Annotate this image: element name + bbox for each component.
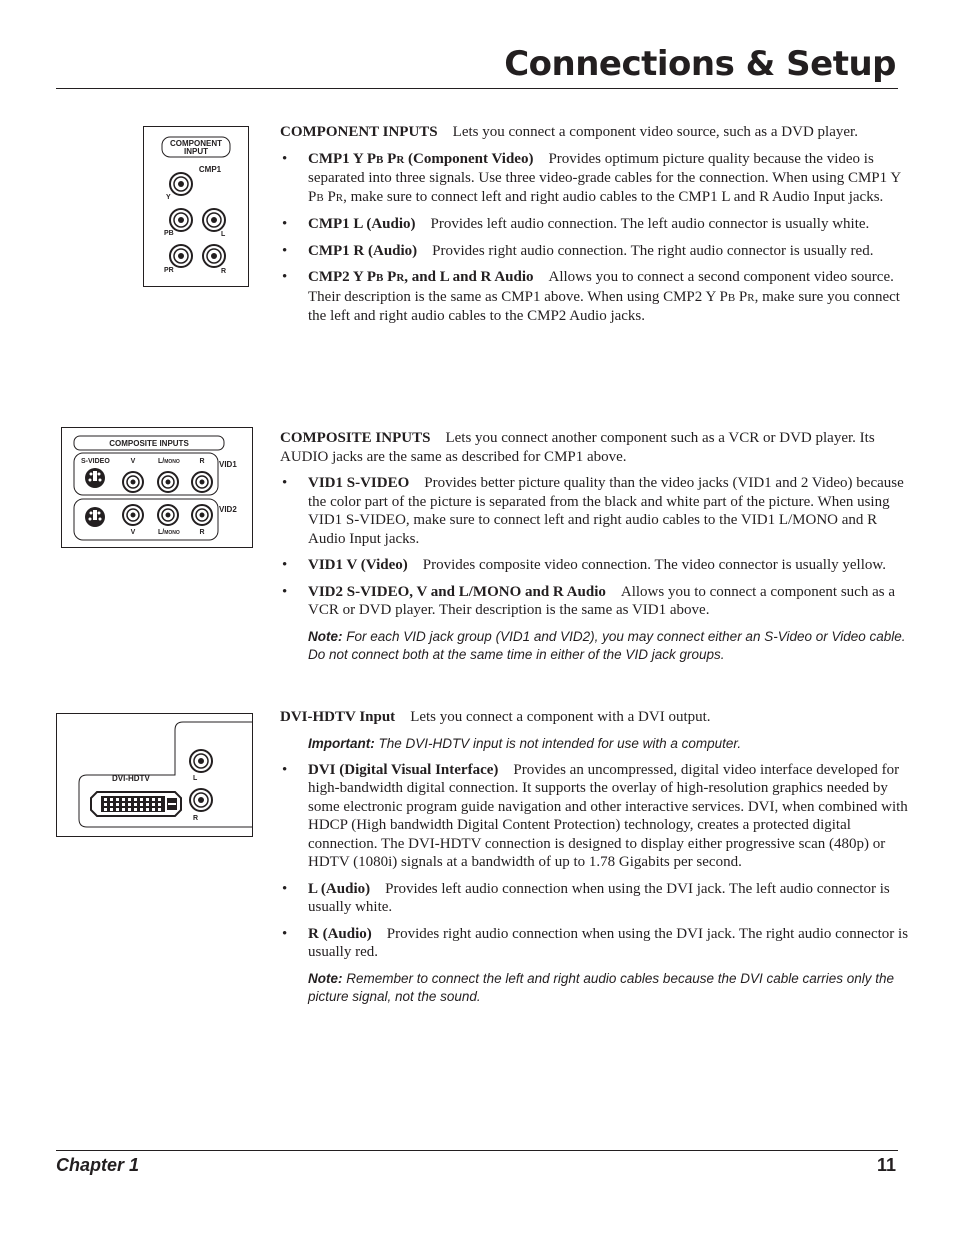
dvi-r-jack-icon [190, 789, 212, 811]
v-label-1: V [130, 458, 136, 465]
l-jack-icon [203, 209, 225, 231]
list-item-term: VID1 V (Video) [308, 557, 408, 573]
vid2-label: VID2 [219, 505, 237, 514]
component-diagram-title-1: COMPONENT [170, 139, 222, 148]
page-title: Connections & Setup [504, 44, 896, 84]
dvi-intro-text: Lets you connect a component with a DVI output. [410, 709, 711, 725]
lmono-label-1: L/MONO [158, 458, 180, 465]
list-item-desc: Provides right audio connection when using the DVI jack. The right audio connector is usually red. [308, 925, 909, 960]
dvi-l-jack-icon [190, 750, 212, 772]
v-label-2: V [130, 529, 136, 536]
list-item-desc: Provides left audio connection when using the DVI jack. The left audio connector is usually white. [308, 880, 890, 915]
note-text: Remember to connect the left and right audio cables because the DVI cable carries only the picture signal, not the sound. [308, 970, 895, 1004]
dvi-heading: DVI-HDTV Input [280, 709, 396, 725]
list-item-term: CMP1 Y PB PR (Component Video) [308, 150, 534, 167]
l-jack-icon-vid2 [158, 505, 178, 525]
r-label-vid1: R [199, 458, 205, 465]
list-item: • CMP1 Y PB PR (Component Video) Provides optimum picture quality because the video is separated into three signals. Use three video-grade cables for the connection. When using CMP1 Y PB PR, make sure to connect left and right audio cables to the CMP1 L and R Audio Input jacks. [282, 150, 901, 205]
v-jack-icon-vid1 [123, 472, 143, 492]
component-section [280, 123, 910, 334]
pb-jack-icon [170, 209, 192, 231]
dvi-section [280, 708, 910, 1014]
list-item: • CMP1 L (Audio) Provides left audio connection. The left audio connector is usually white. [282, 216, 870, 232]
vid1-label: VID1 [219, 460, 237, 469]
list-item-term: DVI (Digital Visual Interface) [308, 761, 499, 778]
list-item-term: CMP1 R (Audio) [308, 242, 418, 259]
component-intro [280, 123, 910, 142]
list-item-term: CMP2 Y PB PR, and L and R Audio [308, 269, 534, 285]
dvi-hdtv-diagram [56, 713, 253, 837]
v-jack-icon-vid2 [123, 505, 143, 525]
component-input-diagram [143, 126, 249, 287]
r-label-vid2: R [199, 529, 205, 536]
list-item: • VID1 V (Video) Provides composite video connection. The video connector is usually yellow. [282, 557, 886, 573]
r-jack-icon-vid1 [192, 472, 212, 492]
list-item-desc: Provides right audio connection. The right audio connector is usually red. [432, 242, 874, 259]
list-item: • CMP2 Y PB PR, and L and R Audio Allows you to connect a second component video source. Their description is the same as CMP1 above. When using CMP2 Y PB PR, make sure you connect the left and right audio cables to the CMP2 Audio jacks. [282, 269, 900, 324]
l-jack-icon-vid1 [158, 472, 178, 492]
list-item-term: R (Audio) [308, 925, 372, 942]
list-item: • VID2 S-VIDEO, V and L/MONO and R Audio Allows you to connect a component such as a VCR or DVD player. Their description is the same as VID1 above. [282, 583, 895, 618]
pb-label: PB [164, 230, 174, 237]
component-diagram-title-2: INPUT [184, 147, 208, 156]
list-item: • DVI (Digital Visual Interface) Provides an uncompressed, digital video interface developed for high-bandwidth digital connection. It supports the overlay of high-resolution graphics needed by some electronic program guide navigation and other interactive services. DVI, when combined with HDCP (High bandwidth Digital Content Protection) technology, creates a protected digital connection. The DVI-HDTV connection is designed to display either progressive scan (480p) or HDTV (1080i) signals at a bandwidth of up to 1.78 Gigabits per second. [282, 761, 908, 870]
list-item-desc: Allows you to connect a second component video source. Their description is the same as CMP1 above. When using CMP2 Y PB PR, make sure you connect the left and right audio cables to the CMP2 Audio jacks. [308, 269, 900, 324]
header-rule [56, 88, 898, 89]
composite-inputs-diagram [61, 427, 253, 548]
list-item-term: VID2 S-VIDEO, V and L/MONO and R Audio [308, 583, 606, 600]
list-item: • R (Audio) Provides right audio connection when using the DVI jack. The right audio connector is usually red. [282, 925, 909, 960]
dvi-l-label: L [193, 775, 198, 782]
dvi-hdtv-label: DVI-HDTV [112, 774, 150, 783]
pr-jack-icon [170, 245, 192, 267]
list-item-desc: Provides better picture quality than the video jacks (VID1 and 2 Video) because the color part of the picture is separated from the black and white part of the picture. When using VID1 S-VIDEO, make sure to connect left and right audio cables to the VID1 L/MONO and R Audio Input jacks. [308, 475, 904, 547]
composite-intro [280, 429, 910, 466]
composite-section [280, 429, 910, 672]
svideo-jack-icon-vid2 [85, 507, 105, 527]
r-label: R [221, 268, 227, 275]
list-item: • CMP1 R (Audio) Provides right audio connection. The right audio connector is usually red. [282, 242, 874, 259]
r-jack-icon-vid2 [192, 505, 212, 525]
composite-intro-text: Lets you connect another component such as a VCR or DVD player. Its AUDIO jacks are the same as described for CMP1 above. [280, 430, 875, 465]
list-item-desc: Provides left audio connection. The left audio connector is usually white. [430, 216, 870, 232]
list-item-term: VID1 S-VIDEO [308, 475, 410, 491]
svideo-jack-icon-vid1 [85, 468, 105, 488]
l-label: L [221, 231, 226, 238]
list-item-term: CMP1 L (Audio) [308, 216, 416, 232]
dvi-connector-icon [91, 792, 181, 816]
list-item-desc: Provides composite video connection. The video connector is usually yellow. [422, 557, 886, 573]
lmono-label-2: L/MONO [158, 529, 180, 536]
dvi-r-label: R [193, 815, 199, 822]
composite-note [280, 628, 910, 664]
list-item: • L (Audio) Provides left audio connection when using the DVI jack. The left audio connector is usually white. [282, 880, 890, 915]
r-jack-icon [203, 245, 225, 267]
cmp1-label: CMP1 [198, 165, 222, 174]
list-item: • VID1 S-VIDEO Provides better picture quality than the video jacks (VID1 and 2 Video) because the color part of the picture is separated from the black and white part of the picture. When using VID1 S-VIDEO, make sure to connect left and right audio cables to the VID1 L/MONO and R Audio Input jacks. [282, 475, 904, 547]
composite-heading: COMPOSITE INPUTS [280, 430, 431, 446]
list-item-term: L (Audio) [308, 880, 371, 897]
pr-label: PR [164, 267, 174, 274]
note-text: For each VID jack group (VID1 and VID2), you may connect either an S-Video or Video cable. Do not connect both at the same time in either of the VID jack groups. [308, 628, 906, 662]
list-item-desc: Allows you to connect a component such as a VCR or DVD player. Their description is the same as VID1 above. [308, 583, 895, 618]
composite-diagram-title: COMPOSITE INPUTS [109, 439, 189, 448]
dvi-intro [280, 708, 910, 727]
footer-rule [56, 1150, 898, 1151]
important-label: Important: [308, 735, 375, 751]
dvi-note [280, 970, 910, 1006]
list-item-desc: Provides an uncompressed, digital video interface developed for high-bandwidth digital connection. It supports the overlay of high-resolution graphics needed by some electronic program guide navigation and other interactive services. DVI, when combined with HDCP (High bandwidth Digital Content Protection) technology, creates a protected digital connection. The DVI-HDTV connection is designed to display either progressive scan (480p) or HDTV (1080i) signals at a bandwidth of up to 1.78 Gigabits per second. [308, 761, 908, 870]
page-number: 11 [876, 1155, 896, 1175]
dvi-important [280, 735, 910, 753]
list-item-desc: Provides optimum picture quality because the video is separated into three signals. Use three video-grade cables for the connection. When using CMP1 Y PB PR, make sure to connect left and right audio cables to the CMP1 L and R Audio Input jacks. [308, 150, 901, 205]
y-label: Y [166, 194, 171, 201]
important-text: The DVI-HDTV input is not intended for use with a computer. [374, 735, 742, 751]
component-intro-text: Lets you connect a component video source, such as a DVD player. [452, 124, 858, 140]
note-label: Note: [308, 628, 343, 644]
svideo-label-1: S-VIDEO [81, 458, 110, 465]
component-heading: COMPONENT INPUTS [280, 124, 438, 140]
note-label: Note: [308, 970, 343, 986]
footer-chapter: Chapter 1 [56, 1155, 140, 1175]
y-jack-icon [170, 173, 192, 195]
